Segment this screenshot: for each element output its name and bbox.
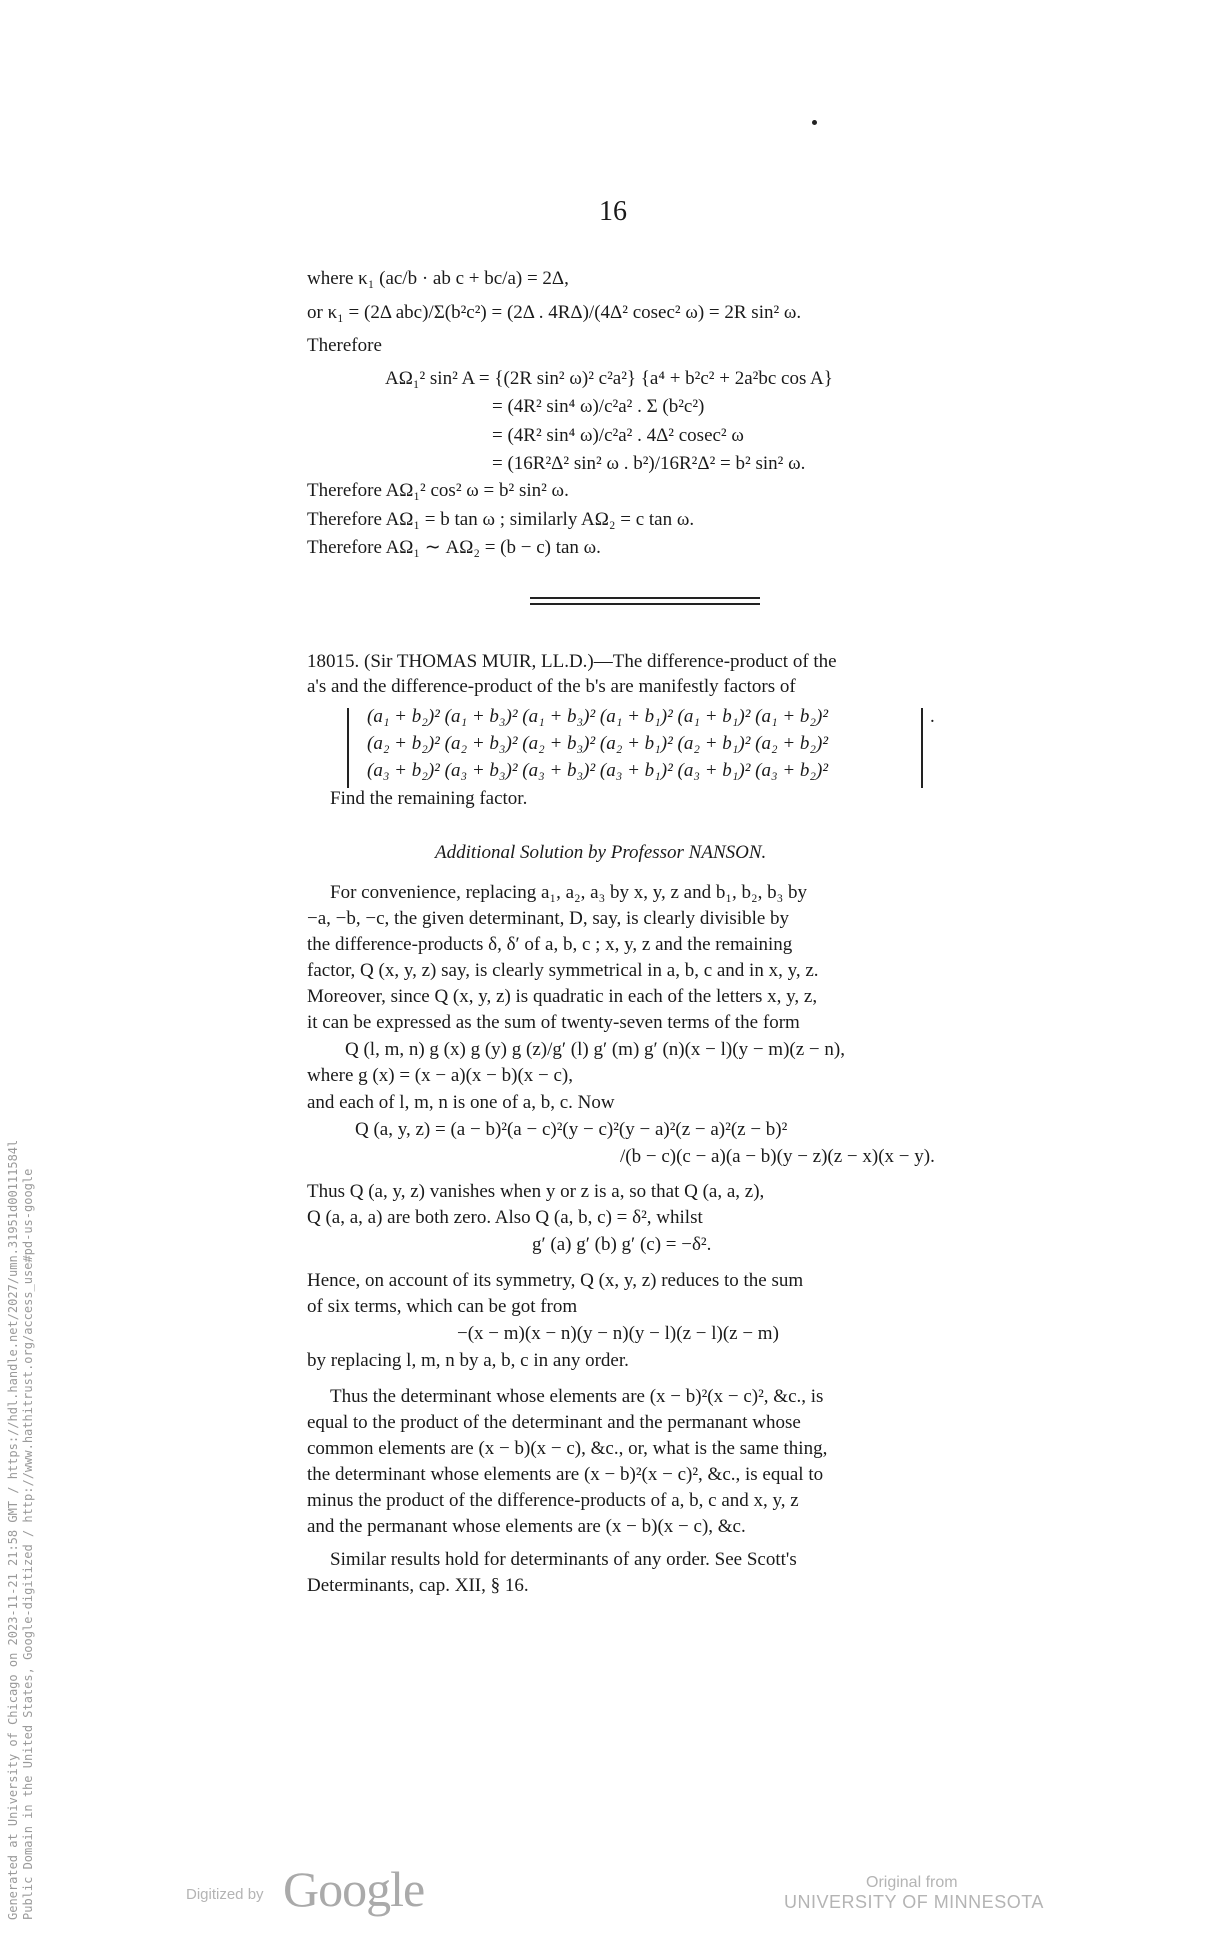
sidebar-line-2: Public Domain in the United States, Google-digitized / http://www.hathitrust.org/access_use#pd-us-google	[21, 1168, 35, 1920]
derivation-line-6: = (4R² sin⁴ ω)/c²a² . 4Δ² cosec² ω	[492, 425, 744, 446]
solution-line-12: Thus Q (a, y, z) vanishes when y or z is a, so that Q (a, a, z),	[307, 1181, 765, 1202]
solution-line-9: and each of l, m, n is one of a, b, c. Now	[307, 1092, 615, 1113]
hathitrust-sidebar-watermark	[6, 1140, 36, 1920]
solution-line-19: Thus the determinant whose elements are (x − b)²(x − c)², &c., is	[330, 1386, 824, 1407]
derivation-line-4: AΩ₁² sin² A = {(2R sin² ω)² c²a²} {a⁴ + b²c² + 2a²bc cos A}	[385, 368, 833, 389]
solution-line-23: minus the product of the difference-products of a, b, c and x, y, z	[307, 1490, 799, 1511]
problem-line-1: 18015. (Sir THOMAS MUIR, LL.D.)—The difference-product of the	[307, 651, 837, 672]
solution-line-24: and the permanant whose elements are (x − b)(x − c), &c.	[307, 1516, 746, 1537]
derivation-line-1: where κ₁ (ac/b · ab c + bc/a) = 2Δ,	[307, 268, 569, 289]
determinant-row-2: (a₂ + b₂)² (a₂ + b₃)² (a₂ + b₃)² (a₂ + b₁)² (a₂ + b₁)² (a₂ + b₂)²	[367, 733, 829, 754]
section-divider-top	[530, 597, 760, 599]
solution-line-2: −a, −b, −c, the given determinant, D, say, is clearly divisible by	[307, 908, 790, 929]
determinant-left-bar	[347, 708, 349, 788]
solution-heading: Additional Solution by Professor NANSON.	[435, 842, 767, 863]
derivation-line-10: Therefore AΩ₁ ∼ AΩ₂ = (b − c) tan ω.	[307, 537, 601, 558]
solution-line-13: Q (a, a, a) are both zero. Also Q (a, b, c) = δ², whilst	[307, 1207, 703, 1228]
solution-line-10: Q (a, y, z) = (a − b)²(a − c)²(y − c)²(y − a)²(z − a)²(z − b)²	[355, 1119, 788, 1140]
solution-line-21: common elements are (x − b)(x − c), &c., or, what is the same thing,	[307, 1438, 828, 1459]
determinant-right-bar	[921, 708, 923, 788]
derivation-line-5: = (4R² sin⁴ ω)/c²a² . Σ (b²c²)	[492, 396, 705, 417]
determinant-row-1: (a₁ + b₂)² (a₁ + b₃)² (a₁ + b₃)² (a₁ + b₁)² (a₁ + b₁)² (a₁ + b₂)²	[367, 706, 829, 727]
solution-line-5: Moreover, since Q (x, y, z) is quadratic in each of the letters x, y, z,	[307, 986, 818, 1007]
problem-line-2: a's and the difference-product of the b's are manifestly factors of	[307, 676, 796, 697]
determinant-period: .	[930, 706, 935, 727]
solution-line-7: Q (l, m, n) g (x) g (y) g (z)/g′ (l) g′ (m) g′ (n)(x − l)(y − m)(z − n),	[345, 1039, 845, 1060]
solution-line-8: where g (x) = (x − a)(x − b)(x − c),	[307, 1065, 574, 1086]
derivation-line-2: or κ₁ = (2Δ abc)/Σ(b²c²) = (2Δ . 4RΔ)/(4Δ² cosec² ω) = 2R sin² ω.	[307, 302, 802, 323]
solution-line-18: by replacing l, m, n by a, b, c in any order.	[307, 1350, 629, 1371]
solution-line-26: Determinants, cap. XII, § 16.	[307, 1575, 529, 1596]
digitized-by-label: Digitized by	[186, 1886, 264, 1903]
solution-line-16: of six terms, which can be got from	[307, 1296, 578, 1317]
institution-label: UNIVERSITY OF MINNESOTA	[784, 1892, 1044, 1912]
find-remaining-factor: Find the remaining factor.	[330, 788, 528, 809]
derivation-line-8: Therefore AΩ₁² cos² ω = b² sin² ω.	[307, 480, 569, 501]
solution-line-3: the difference-products δ, δ′ of a, b, c ; x, y, z and the remaining	[307, 934, 793, 955]
solution-line-1: For convenience, replacing a₁, a₂, a₃ by x, y, z and b₁, b₂, b₃ by	[330, 882, 807, 903]
solution-line-4: factor, Q (x, y, z) say, is clearly symmetrical in a, b, c and in x, y, z.	[307, 960, 819, 981]
google-logo: Google	[283, 1861, 425, 1917]
determinant-row-3: (a₃ + b₂)² (a₃ + b₃)² (a₃ + b₃)² (a₃ + b₁)² (a₃ + b₁)² (a₃ + b₂)²	[367, 760, 829, 781]
solution-line-6: it can be expressed as the sum of twenty-seven terms of the form	[307, 1012, 800, 1033]
solution-line-15: Hence, on account of its symmetry, Q (x, y, z) reduces to the sum	[307, 1270, 804, 1291]
solution-line-22: the determinant whose elements are (x − b)²(x − c)², &c., is equal to	[307, 1464, 824, 1485]
original-from-label: Original from	[866, 1874, 958, 1891]
solution-line-20: equal to the product of the determinant and the permanant whose	[307, 1412, 801, 1433]
solution-line-11: /(b − c)(c − a)(a − b)(y − z)(z − x)(x − y).	[620, 1146, 935, 1167]
solution-line-17: −(x − m)(x − n)(y − n)(y − l)(z − l)(z − m)	[457, 1323, 779, 1344]
derivation-line-9: Therefore AΩ₁ = b tan ω ; similarly AΩ₂ = c tan ω.	[307, 509, 695, 530]
sidebar-line-1: Generated at University of Chicago on 2023-11-21 21:58 GMT / https://hdl.handle.net/2027/umn.31951d00111584l	[6, 1139, 20, 1920]
speck-dot	[812, 120, 817, 125]
derivation-line-3: Therefore	[307, 335, 382, 356]
solution-line-25: Similar results hold for determinants of any order. See Scott's	[330, 1549, 797, 1570]
section-divider-bottom	[530, 603, 760, 605]
page-number: 16	[599, 196, 627, 227]
derivation-line-7: = (16R²Δ² sin² ω . b²)/16R²Δ² = b² sin² ω.	[492, 453, 806, 474]
solution-line-14: g′ (a) g′ (b) g′ (c) = −δ².	[532, 1234, 712, 1255]
